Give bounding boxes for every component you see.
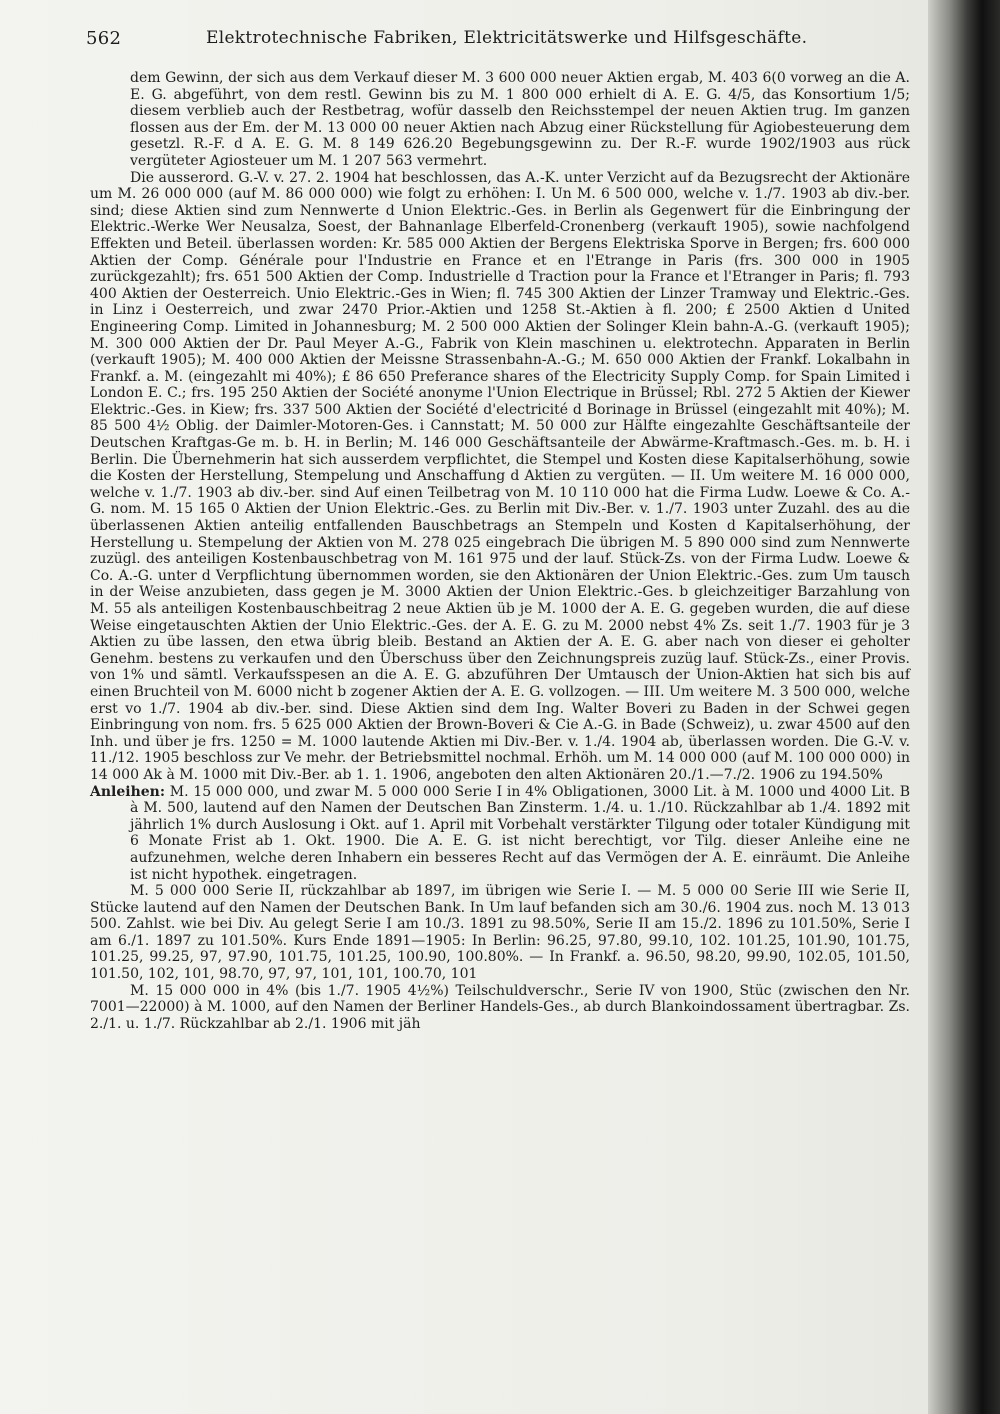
paragraph-anleihen: [90, 784, 910, 884]
paragraph-serie-4: M. 15 000 000 in 4% (bis 1./7. 1905 4½%) Teilschuldverschr., Serie IV von 1900, Stüc (zwischen den Nr. 7001—22000) à M. 1000, auf den Namen der Berliner Handels-Ges., ab durch Blankoindossament übertragbar. Zs. 2./1. u. 1./7. Rückzahlbar ab 2./1. 1906 mit jäh: [90, 982, 910, 1032]
body-text: [90, 70, 910, 1032]
running-head: Elektrotechnische Fabriken, Elektricitätswerke und Hilfsgeschäfte.: [206, 28, 808, 48]
anleihen-text: M. 15 000 000, und zwar M. 5 000 000 Serie I in 4% Obligationen, 3000 Lit. à M. 1000 und 4000 Lit. B à M. 500, lautend auf den Namen der Deutschen Ban Zinsterm. 1./4. u. 1./10. Rückzahlbar ab 1./4. 1892 mit jährlich 1% durch Auslosung i Okt. auf 1. April mit Vorbehalt verstärkter Tilgung oder totaler Kündigung mit 6 Monate Frist ab 1. Okt. 1900. Die A. E. G. ist nicht berechtigt, vor Tilg. dieser Anleihe eine ne aufzunehmen, welche deren Inhabern ein besseres Recht auf das Vermögen der A. E. einräumt. Die Anleihe ist nicht hypothek. eingetragen.: [130, 783, 910, 883]
paragraph-gewinn: dem Gewinn, der sich aus dem Verkauf dieser M. 3 600 000 neuer Aktien ergab, M. 403 6(0 vorweg an die A. E. G. abgeführt, von dem restl. Gewinn bis zu M. 1 800 000 erhielt di A. E. G. 4/5, das Konsortium 1/5; diesem verblieb auch der Restbetrag, wofür dasselb den Reichsstempel der neuen Aktien trug. Im ganzen flossen aus der Em. der M. 13 000 00 neuer Aktien nach Abzug einer Rückstellung für Agiobesteuerung dem gesetzl. R.-F. d A. E. G. M. 8 149 626.20 Begebungsgewinn zu. Der R.-F. wurde 1902/1903 aus rück vergüteter Agiosteuer um M. 1 207 563 vermehrt.: [130, 70, 910, 169]
paragraph-kapitalerhoehung: Die ausserord. G.-V. v. 27. 2. 1904 hat beschlossen, das A.-K. unter Verzicht auf da Bezugsrecht der Aktionäre um M. 26 000 000 (auf M. 86 000 000) wie folgt zu erhöhen: I. Un M. 6 500 000, welche v. 1./7. 1903 ab div.-ber. sind; diese Aktien sind zum Nennwerte d Union Elektric.-Ges. in Berlin als Gegenwert für die Einbringung der Elektric.-Werke Wer Neusalza, Soest, der Bahnanlage Elberfeld-Cronenberg (verkauft 1905), sowie nachfolgend Effekten und Beteil. überlassen worden: Kr. 585 000 Aktien der Bergens Elektriska Sporve in Bergen; frs. 600 000 Aktien der Comp. Générale pour l'Industrie en France et en l'Etrange in Paris (frs. 300 000 in 1905 zurückgezahlt); frs. 651 500 Aktien der Comp. Industrielle d Traction pour la France et l'Etranger in Paris; fl. 793 400 Aktien der Oesterreich. Unio Elektric.-Ges in Wien; fl. 745 300 Aktien der Linzer Tramway und Elektric.-Ges. in Linz i Oesterreich, und zwar 2470 Prior.-Aktien und 1258 St.-Aktien à fl. 200; £ 2500 Aktien d United Engineering Comp. Limited in Johannesburg; M. 2 500 000 Aktien der Solinger Klein bahn-A.-G. (verkauft 1905); M. 300 000 Aktien der Dr. Paul Meyer A.-G., Fabrik von Klein maschinen u. elektrotechn. Apparaten in Berlin (verkauft 1905); M. 400 000 Aktien der Meissne Strassenbahn-A.-G.; M. 650 000 Aktien der Frankf. Lokalbahn in Frankf. a. M. (eingezahlt mi 40%); £ 86 650 Preferance shares of the Electricity Supply Comp. for Spain Limited i London E. C.; frs. 195 250 Aktien der Société anonyme l'Union Electrique in Brüssel; Rbl. 272 5 Aktien der Kiewer Elektric.-Ges. in Kiew; frs. 337 500 Aktien der Société d'electricité d Borinage in Brüssel (eingezahlt mit 40%); M. 85 500 4½ Oblig. der Daimler-Motoren-Ges. i Cannstatt; M. 50 000 zur Hälfte eingezahlte Geschäftsanteile der Deutschen Kraftgas-Ge m. b. H. in Berlin; M. 146 000 Geschäftsanteile der Abwärme-Kraftmasch.-Ges. m. b. H. i Berlin. Die Übernehmerin hat sich ausserdem verpflichtet, die Stempel und Kosten diese Kapitalserhöhung, sowie die Kosten der Herstellung, Stempelung und Anschaffung d Aktien zu vergüten. — II. Um weitere M. 16 000 000, welche v. 1./7. 1903 ab div.-ber. sind Auf einen Teilbetrag von M. 10 110 000 hat die Firma Ludw. Loewe & Co. A.-G. nom. M. 15 165 0 Aktien der Union Elektric.-Ges. zu Berlin mit Div.-Ber. v. 1./7. 1903 unter Zuzahl. des au die überlassenen Aktien anteilig entfallenden Bauschbetrags an Stempeln und Kosten d Kapitalserhöhung, der Herstellung u. Stempelung der Aktien von M. 278 025 eingebrach Die übrigen M. 5 890 000 sind zum Nennwerte zuzügl. des anteiligen Kostenbauschbetrag von M. 161 975 und der lauf. Stück-Zs. von der Firma Ludw. Loewe & Co. A.-G. unter d Verpflichtung übernommen worden, sie den Aktionären der Union Elektric.-Ges. zum Um tausch in der Weise anzubieten, dass gegen je M. 3000 Aktien der Union Elektric.-Ges. b gleichzeitiger Barzahlung von M. 55 als anteiligen Kostenbauschbeitrag 2 neue Aktien üb je M. 1000 der A. E. G. gegeben wurden, die auf diese Weise eingetauschten Aktien der Unio Elektric.-Ges. der A. E. G. zu M. 2000 nebst 4% Zs. seit 1./7. 1903 für je 3 Aktien zu übe lassen, den etwa übrig bleib. Bestand an Aktien der A. E. G. aber nach von dieser ei geholter Genehm. bestens zu verkaufen und den Überschuss über den Zeichnungspreis zuzüg lauf. Stück-Zs., einer Provis. von 1% und sämtl. Verkaufsspesen an die A. E. G. abzuführen Der Umtausch der Union-Aktien hat sich bis auf einen Bruchteil von M. 6000 nicht b zogener Aktien der A. E. G. vollzogen. — III. Um weitere M. 3 500 000, welche erst vo 1./7. 1904 ab div.-ber. sind. Diese Aktien sind dem Ing. Walter Boveri zu Baden in der Schwei gegen Einbringung von nom. frs. 5 625 000 Aktien der Brown-Boveri & Cie A.-G. in Bade (Schweiz), u. zwar 4500 auf den Inh. und über je frs. 1250 = M. 1000 lautende Aktien mi Div.-Ber. v. 1./4. 1904 ab, überlassen worden. Die G.-V. v. 11./12. 1905 beschloss zur Ve mehr. der Betriebsmittel nochmal. Erhöh. um M. 14 000 000 (auf M. 100 000 000) in 14 000 Ak à M. 1000 mit Div.-Ber. ab 1. 1. 1906, angeboten den alten Aktionären 20./1.—7./2. 1906 zu 194.50%: [90, 169, 910, 783]
page-header: [86, 28, 916, 54]
book-binding-shadow: [928, 0, 1000, 1414]
anleihen-label: Anleihen:: [90, 783, 166, 800]
paragraph-serie-2: M. 5 000 000 Serie II, rückzahlbar ab 1897, im übrigen wie Serie I. — M. 5 000 00 Serie III wie Serie II, Stücke lautend auf den Namen der Deutschen Bank. In Um lauf befanden sich am 30./6. 1904 zus. noch M. 13 013 500. Zahlst. wie bei Div. Au gelegt Serie I am 10./3. 1891 zu 98.50%, Serie II am 15./2. 1896 zu 101.50%, Serie I am 6./1. 1897 zu 101.50%. Kurs Ende 1891—1905: In Berlin: 96.25, 97.80, 99.10, 102. 101.25, 101.90, 101.75, 101.25, 99.25, 97, 97.90, 101.75, 101.25, 100.90, 100.80%. — In Frankf. a. 96.50, 98.20, 99.90, 102.05, 101.50, 101.50, 102, 101, 98.70, 97, 97, 101, 101, 100.70, 101: [90, 883, 910, 983]
page-number: 562: [86, 28, 122, 49]
